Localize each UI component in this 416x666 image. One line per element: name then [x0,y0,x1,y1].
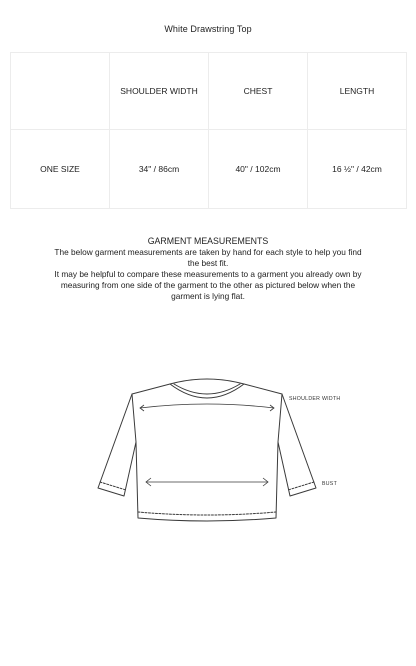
left-sleeve-stitch [100,482,126,490]
left-armhole [132,394,136,442]
cell-shoulder-width: 34" / 86cm [110,130,209,209]
cell-length: 16 ½" / 42cm [308,130,407,209]
header-cell-shoulder-width: SHOULDER WIDTH [110,53,209,130]
measurement-paragraph-1: The below garment measurements are taken by hand for each style to help you find the best fit. [54,247,362,268]
cell-chest: 40" / 102cm [209,130,308,209]
collar-outer [170,384,244,398]
collar-back [170,379,244,384]
hem-stitch [138,512,276,515]
size-table [10,52,407,209]
header-cell-chest: CHEST [209,53,308,130]
garment-illustration [88,378,348,558]
measurement-heading: GARMENT MEASUREMENTS [147,236,269,246]
bust-label: BUST [322,481,338,487]
right-sleeve-stitch [288,482,314,490]
right-armhole [278,394,282,442]
header-cell-empty [11,53,110,130]
shoulder-arrow [140,404,274,411]
page-title: White Drawstring Top [164,24,252,34]
tshirt-drawing [88,378,348,558]
measurement-paragraph-2: It may be helpful to compare these measurements to a garment you already own by measuring from one side of the garment to the other as pictured below when the garment is lying flat. [54,269,362,301]
header-cell-length: LENGTH [308,53,407,130]
table-header-row [11,53,407,130]
tshirt-outline [98,384,316,521]
cell-size: ONE SIZE [11,130,110,209]
shoulder-width-label: SHOULDER WIDTH [289,396,341,402]
bust-arrow [146,478,268,486]
measurement-guide [52,236,364,302]
table-row [11,130,407,209]
